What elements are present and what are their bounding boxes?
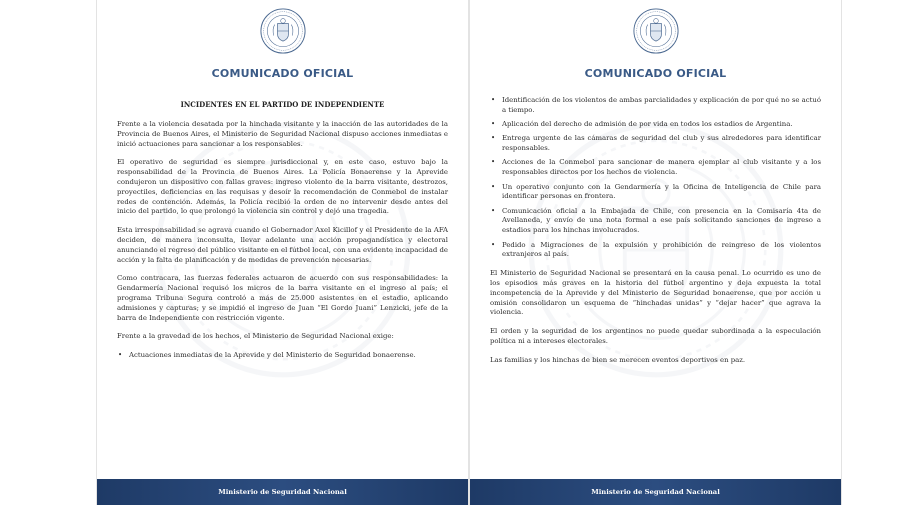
list-item: • Comunicación oficial a la Embajada de Chile, con presencia en la Comisaría 4ta de Avellaneda, y envío de una nota formal a ese país solicitando sanciones de ingreso a estadios para los hinchas involucrados. [490, 207, 821, 236]
document-page-left [96, 0, 469, 505]
paragraph: Como contracara, las fuerzas federales actuaron de acuerdo con sus responsabilidades: la Gendarmería Nacional requisó los micros de la barra visitante en el ingreso al país; el programa Tribuna Segura controló a más de 25.000 asistentes en el estadio, aplicando admisiones y capturas; y se impidió el ingreso de Juan “El Gordo Juani” Lenzicki, jefe de la barra de Independiente con restricción vigente. [117, 274, 448, 322]
paragraph: El orden y la seguridad de los argentinos no puede quedar subordinada a la especulación política ni a intereses electorales. [490, 327, 821, 345]
incident-subtitle: INCIDENTES EN EL PARTIDO DE INDEPENDIENTE [180, 100, 385, 109]
list-item: • Aplicación del derecho de admisión de por vida en todos los estadios de Argentina. [490, 120, 821, 130]
page-title: COMUNICADO OFICIAL [211, 67, 354, 80]
list-item: • Actuaciones inmediatas de la Aprevide y del Ministerio de Seguridad bonaerense. [117, 351, 448, 361]
paragraph: El operativo de seguridad es siempre jurisdiccional y, en este caso, estuvo bajo la responsabilidad de la Provincia de Buenos Aires. La Policía Bonaerense y la Aprevide condujeron un dispositivo con fallas graves: ingreso violento de la barra visitante, destrozos, proyectiles, deficiencias en las requisas y desoír la recomendación de Conmebol de instalar redes de contención. Además, la Policía recibió la orden de no intervenir desde antes del inicio del partido, lo que prolongó la violencia sin control y dejó una tragedia. [117, 158, 448, 216]
list-item: • Acciones de la Conmebol para sancionar de manera ejemplar al club visitante y a los responsables directos por los hechos de violencia. [490, 158, 821, 178]
ministry-seal-icon [260, 8, 306, 54]
demands-list [490, 96, 821, 260]
paragraph: Frente a la gravedad de los hechos, el Ministerio de Seguridad Nacional exige: [117, 332, 394, 341]
list-item: • Pedido a Migraciones de la expulsión y prohibición de reingreso de los violentos extranjeros al país. [490, 241, 821, 261]
paragraph: Las familias y los hinchas de bien se merecen eventos deportivos en paz. [490, 355, 746, 364]
paragraph: Esta irresponsabilidad se agrava cuando el Gobernador Axel Kicillof y el Presidente de la AFA deciden, de manera inconsulta, llevar adelante una acción propagandística y electoral anunciando el regreso del público visitante en el fútbol local, con una evidente incapacidad de acción y la falta de planificación y de medidas de prevención necesarias. [117, 226, 448, 264]
ministry-seal-icon [633, 8, 679, 54]
footer-banner: Ministerio de Seguridad Nacional [470, 479, 841, 505]
paragraph: Frente a la violencia desatada por la hinchada visitante y la inacción de las autoridades de la Provincia de Buenos Aires, el Ministerio de Seguridad Nacional dispuso acciones inmediatas e inició actuaciones para sancionar a los responsables. [117, 120, 448, 148]
list-item: • Entrega urgente de las cámaras de seguridad del club y sus alrededores para identificar responsables. [490, 134, 821, 154]
paragraph: El Ministerio de Seguridad Nacional se presentará en la causa penal. Lo ocurrido es uno de los episodios más graves en la historia del fútbol argentino y deja expuesta la total incompetencia de la Aprevide y del Ministerio de Seguridad bonaerense, que por acción u omisión consolidaron un esquema de “hinchadas unidas” y “dejar hacer” que agrava la violencia. [490, 269, 821, 317]
left-body-text [117, 120, 448, 370]
list-item: • Identificación de los violentos de ambas parcialidades y explicación de por qué no se actuó a tiempo. [490, 96, 821, 116]
page-title: COMUNICADO OFICIAL [584, 67, 727, 80]
document-page-right [469, 0, 842, 505]
list-item: • Un operativo conjunto con la Gendarmería y la Oficina de Inteligencia de Chile para identificar personas en frontera. [490, 183, 821, 203]
demands-list [117, 351, 448, 361]
footer-banner: Ministerio de Seguridad Nacional [97, 479, 468, 505]
right-body-text [490, 96, 821, 375]
